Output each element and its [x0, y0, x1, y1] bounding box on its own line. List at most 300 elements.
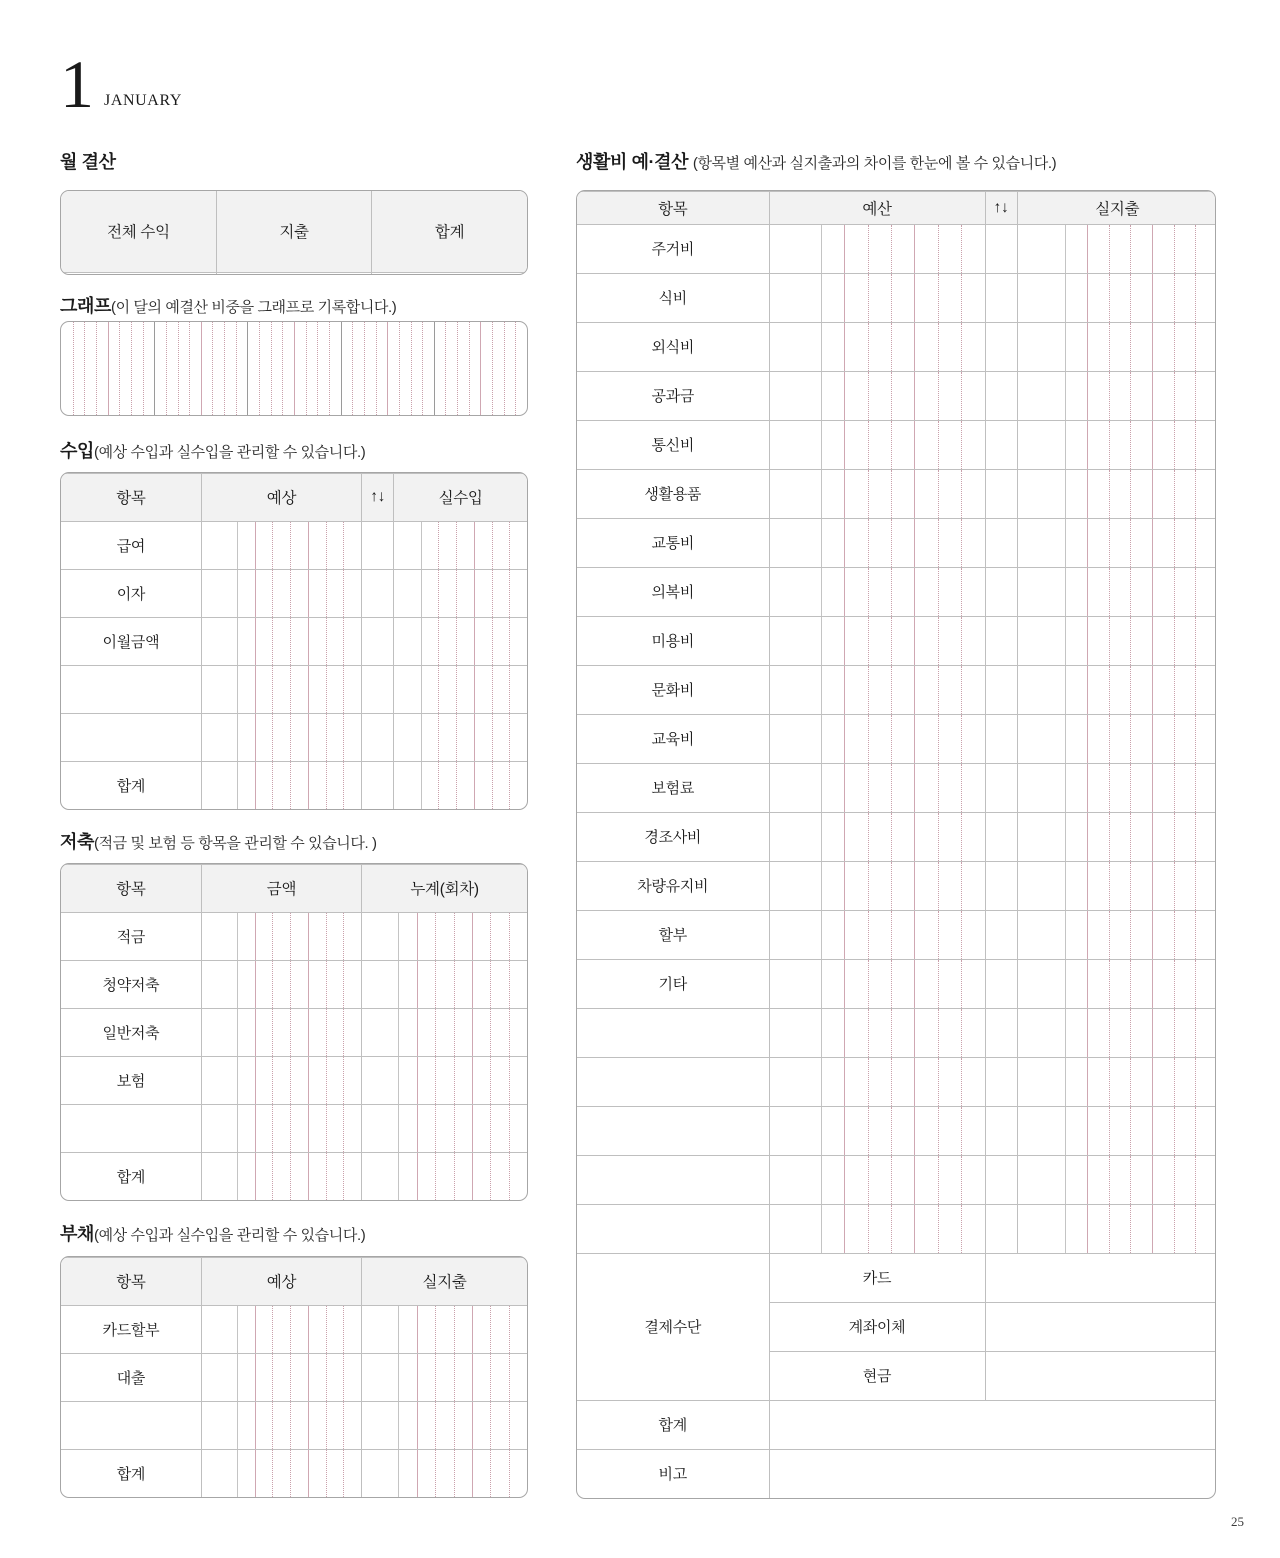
cell-actual-value[interactable]	[1017, 273, 1216, 322]
cell-value-b[interactable]	[362, 1401, 527, 1449]
cell-diff-value[interactable]	[362, 761, 394, 809]
digit-gridlines	[1018, 519, 1217, 567]
graph-gridline	[434, 322, 435, 415]
graph-gridline	[445, 322, 446, 415]
graph-gridline	[387, 322, 388, 415]
cell-item-label	[61, 1449, 201, 1497]
digit-gridlines	[770, 519, 985, 567]
cell-diff-value[interactable]	[985, 1106, 1017, 1155]
table-row	[577, 861, 1216, 910]
month-name: january	[104, 85, 182, 110]
cell-budget-value[interactable]	[769, 322, 985, 371]
cell-budget-value[interactable]	[769, 959, 985, 1008]
cell-budget-value[interactable]	[769, 469, 985, 518]
row-label: 교육비	[651, 731, 695, 748]
cell-item-label	[61, 1008, 201, 1056]
cell-budget-value[interactable]	[769, 665, 985, 714]
cell-diff-value[interactable]	[985, 763, 1017, 812]
living-expenses-table[interactable]	[576, 190, 1216, 1499]
cell-budget-value[interactable]	[769, 224, 985, 273]
cell-diff-value[interactable]	[985, 959, 1017, 1008]
cell-diff-value[interactable]	[985, 1155, 1017, 1204]
income-title-text: 수입	[60, 441, 94, 461]
cell-expense[interactable]	[216, 272, 371, 274]
col-sum: 합계	[372, 191, 527, 272]
cell-item-label	[577, 763, 769, 812]
cell-actual-value[interactable]	[1017, 812, 1216, 861]
cell-actual-value[interactable]	[1017, 518, 1216, 567]
graph-gridline	[364, 322, 365, 415]
graph-gridline	[143, 322, 144, 415]
graph-gridline	[178, 322, 179, 415]
table-header-row	[61, 474, 527, 522]
income-grid	[61, 473, 527, 809]
cell-actual-value[interactable]	[1017, 959, 1216, 1008]
cell-value-a[interactable]	[201, 1008, 361, 1056]
graph-gridline	[259, 322, 260, 415]
cell-actual-value[interactable]	[1017, 1155, 1216, 1204]
total-row	[577, 1400, 1216, 1449]
digit-gridlines	[202, 1009, 361, 1056]
cell-item-label	[61, 569, 201, 617]
graph-gridline	[306, 322, 307, 415]
cell-item-label	[577, 1057, 769, 1106]
cell-budget-value[interactable]	[769, 1057, 985, 1106]
debt-grid	[61, 1257, 527, 1497]
cell-actual-value[interactable]	[394, 569, 527, 617]
living-expenses-grid	[577, 191, 1216, 1498]
cell-payment-option-value[interactable]	[985, 1302, 1216, 1351]
cell-diff-value[interactable]	[985, 371, 1017, 420]
cell-item-label	[577, 1008, 769, 1057]
table-row	[61, 1401, 527, 1449]
cell-actual-value[interactable]	[1017, 714, 1216, 763]
cell-diff-value[interactable]	[985, 812, 1017, 861]
cell-value-b[interactable]	[362, 1056, 527, 1104]
col-item: 항목	[61, 1258, 201, 1306]
graph-gridline	[341, 322, 342, 415]
cell-actual-value[interactable]	[1017, 1204, 1216, 1253]
graph-gridline	[376, 322, 377, 415]
cell-budget-value[interactable]	[201, 521, 361, 569]
table-row	[61, 1152, 527, 1200]
cell-budget-value[interactable]	[769, 763, 985, 812]
digit-gridlines	[1018, 1205, 1217, 1253]
cell-item-label	[577, 420, 769, 469]
cell-payment-option-value[interactable]	[985, 1253, 1216, 1302]
table-header-row	[61, 865, 527, 913]
cell-diff-value[interactable]	[362, 665, 394, 713]
cell-budget-value[interactable]	[769, 812, 985, 861]
cell-actual-value[interactable]	[1017, 1008, 1216, 1057]
cell-payment-option-label	[769, 1351, 985, 1400]
row-label: 외식비	[651, 339, 695, 356]
cell-value-a[interactable]	[201, 1104, 361, 1152]
table-row	[61, 665, 527, 713]
cell-diff-value[interactable]	[985, 1204, 1017, 1253]
monthly-settlement-title-text: 월 결산	[60, 152, 116, 172]
cell-item-label	[577, 812, 769, 861]
cell-diff-value[interactable]	[985, 1057, 1017, 1106]
cell-actual-value[interactable]	[394, 761, 527, 809]
cell-actual-value[interactable]	[1017, 861, 1216, 910]
row-label: 카드할부	[102, 1321, 160, 1339]
graph-gridline	[131, 322, 132, 415]
cell-value-a[interactable]	[201, 1401, 361, 1449]
cell-value-b[interactable]	[362, 1305, 527, 1353]
income-table[interactable]	[60, 472, 528, 810]
cell-budget-value[interactable]	[769, 420, 985, 469]
col-item: 항목	[577, 192, 769, 225]
cell-budget-value[interactable]	[769, 910, 985, 959]
table-header-row	[61, 1258, 527, 1306]
cell-diff-value[interactable]	[362, 521, 394, 569]
cell-actual-value[interactable]	[1017, 371, 1216, 420]
cell-value-a[interactable]	[201, 960, 361, 1008]
digit-gridlines	[1018, 764, 1217, 812]
row-label: 식비	[658, 290, 687, 307]
row-label: 합계	[116, 1168, 146, 1186]
digit-gridlines	[770, 911, 985, 959]
cell-payment-option-value[interactable]	[985, 1351, 1216, 1400]
table-row	[61, 713, 527, 761]
cell-item-label	[577, 1155, 769, 1204]
living-expenses-title	[576, 148, 1056, 174]
digit-gridlines	[362, 1153, 527, 1201]
cell-budget-value[interactable]	[769, 1106, 985, 1155]
cell-value-a[interactable]	[201, 1353, 361, 1401]
digit-gridlines	[362, 1354, 527, 1401]
graph-gridline	[294, 322, 295, 415]
digit-gridlines	[1018, 274, 1217, 322]
digit-gridlines	[202, 1402, 361, 1449]
digit-gridlines	[770, 1058, 985, 1106]
cell-actual-value[interactable]	[1017, 616, 1216, 665]
digit-gridlines	[202, 1057, 361, 1104]
table-row	[577, 224, 1216, 273]
cell-diff-value[interactable]	[362, 713, 394, 761]
digit-gridlines	[362, 1306, 527, 1353]
digit-gridlines	[770, 225, 985, 273]
cell-item-label	[577, 469, 769, 518]
cell-budget-value[interactable]	[201, 617, 361, 665]
cell-value-b[interactable]	[362, 1353, 527, 1401]
cell-budget-value[interactable]	[769, 371, 985, 420]
cell-actual-value[interactable]	[1017, 224, 1216, 273]
cell-actual-value[interactable]	[1017, 420, 1216, 469]
cell-actual-value[interactable]	[394, 521, 527, 569]
digit-gridlines	[1018, 666, 1217, 714]
graph-gridline	[96, 322, 97, 415]
digit-gridlines	[394, 762, 527, 810]
row-label: 주거비	[651, 241, 695, 258]
cell-budget-value[interactable]	[769, 567, 985, 616]
cell-diff-value[interactable]	[985, 420, 1017, 469]
living-expenses-subtitle: (항목별 예산과 실지출과의 차이를 한눈에 볼 수 있습니다.)	[692, 155, 1057, 172]
cell-item-label	[61, 960, 201, 1008]
cell-item-label	[577, 959, 769, 1008]
col-budget: 예산	[769, 192, 985, 225]
cell-item-label	[577, 567, 769, 616]
cell-budget-value[interactable]	[769, 1008, 985, 1057]
digit-gridlines	[770, 1009, 985, 1057]
month-number: 1	[60, 46, 94, 122]
table-row	[577, 1155, 1216, 1204]
cell-total-label	[577, 1400, 769, 1449]
row-label: 계좌이체	[848, 1319, 906, 1336]
cell-budget-value[interactable]	[769, 518, 985, 567]
table-row	[577, 665, 1216, 714]
cell-sum[interactable]	[372, 272, 527, 274]
col-diff-arrows: ↑↓	[362, 474, 394, 522]
cell-actual-value[interactable]	[394, 665, 527, 713]
cell-value-a[interactable]	[201, 1449, 361, 1497]
digit-gridlines	[202, 666, 361, 713]
cell-item-label	[577, 1204, 769, 1253]
table-header-row	[577, 192, 1216, 225]
cell-diff-value[interactable]	[985, 714, 1017, 763]
cell-diff-value[interactable]	[985, 518, 1017, 567]
cell-value-a[interactable]	[201, 912, 361, 960]
digit-gridlines	[1018, 421, 1217, 469]
cell-budget-value[interactable]	[769, 1204, 985, 1253]
col-value-b: 누계(회차)	[362, 865, 527, 913]
cell-total-income[interactable]	[61, 272, 216, 274]
graph-gridline	[247, 322, 248, 415]
digit-gridlines	[362, 913, 527, 960]
page-number: 25	[1231, 1514, 1244, 1529]
cell-item-label	[61, 1104, 201, 1152]
table-row	[61, 272, 527, 274]
cell-budget-value[interactable]	[769, 616, 985, 665]
digit-gridlines	[770, 470, 985, 518]
cell-diff-value[interactable]	[985, 224, 1017, 273]
cell-value-b[interactable]	[362, 960, 527, 1008]
digit-gridlines	[1018, 568, 1217, 616]
cell-actual-value[interactable]	[1017, 665, 1216, 714]
row-label: 의복비	[651, 584, 695, 601]
digit-gridlines	[1018, 470, 1217, 518]
digit-gridlines	[1018, 862, 1217, 910]
digit-gridlines	[1018, 1156, 1217, 1204]
table-row	[577, 1057, 1216, 1106]
income-subtitle: (예상 수입과 실수입을 관리할 수 있습니다.)	[93, 444, 366, 461]
cell-note-value[interactable]	[769, 1449, 1216, 1498]
table-row	[61, 617, 527, 665]
table-row	[577, 469, 1216, 518]
cell-value-b[interactable]	[362, 1104, 527, 1152]
graph-gridline	[352, 322, 353, 415]
digit-gridlines	[394, 522, 527, 569]
cell-actual-value[interactable]	[1017, 567, 1216, 616]
graph-gridline	[469, 322, 470, 415]
graph-gridlines	[61, 322, 527, 415]
savings-title	[60, 828, 377, 854]
row-label: 적금	[116, 928, 146, 946]
cell-item-label	[61, 617, 201, 665]
cell-item-label	[61, 1401, 201, 1449]
cell-diff-value[interactable]	[985, 322, 1017, 371]
graph-title	[60, 292, 396, 318]
table-row	[577, 1106, 1216, 1155]
cell-actual-value[interactable]	[1017, 1106, 1216, 1155]
cell-item-label	[577, 714, 769, 763]
col-value-a: 금액	[201, 865, 361, 913]
col-budget: 예상	[201, 474, 361, 522]
row-label: 경조사비	[644, 829, 702, 846]
table-row	[577, 1204, 1216, 1253]
table-row	[61, 569, 527, 617]
digit-gridlines	[202, 618, 361, 665]
cell-actual-value[interactable]	[1017, 322, 1216, 371]
table-header-row	[61, 191, 527, 272]
cell-actual-value[interactable]	[1017, 1057, 1216, 1106]
table-row	[577, 1008, 1216, 1057]
table-row	[61, 912, 527, 960]
cell-diff-value[interactable]	[362, 569, 394, 617]
digit-gridlines	[1018, 1058, 1217, 1106]
col-total-income: 전체 수익	[61, 191, 216, 272]
digit-gridlines	[362, 1450, 527, 1498]
digit-gridlines	[202, 1306, 361, 1353]
cell-diff-value[interactable]	[985, 469, 1017, 518]
row-label: 교통비	[651, 535, 695, 552]
cell-actual-value[interactable]	[1017, 763, 1216, 812]
cell-diff-value[interactable]	[985, 665, 1017, 714]
digit-gridlines	[1018, 960, 1217, 1008]
cell-budget-value[interactable]	[769, 714, 985, 763]
graph-subtitle: (이 달의 예결산 비중을 그래프로 기록합니다.)	[110, 299, 397, 316]
table-row	[577, 714, 1216, 763]
row-label: 일반저축	[102, 1024, 160, 1042]
row-label: 현금	[862, 1368, 892, 1385]
cell-budget-value[interactable]	[201, 569, 361, 617]
cell-item-label	[577, 322, 769, 371]
graph-gridline	[411, 322, 412, 415]
cell-budget-value[interactable]	[201, 665, 361, 713]
cell-value-b[interactable]	[362, 1152, 527, 1200]
cell-budget-value[interactable]	[769, 861, 985, 910]
cell-value-a[interactable]	[201, 1152, 361, 1200]
cell-value-a[interactable]	[201, 1056, 361, 1104]
cell-diff-value[interactable]	[985, 616, 1017, 665]
cell-diff-value[interactable]	[985, 567, 1017, 616]
graph-gridline	[317, 322, 318, 415]
cell-value-a[interactable]	[201, 1305, 361, 1353]
graph-gridline	[515, 322, 516, 415]
digit-gridlines	[362, 1402, 527, 1449]
cell-actual-value[interactable]	[1017, 469, 1216, 518]
month-heading	[60, 46, 182, 122]
cell-diff-value[interactable]	[985, 273, 1017, 322]
cell-diff-value[interactable]	[985, 861, 1017, 910]
cell-actual-value[interactable]	[394, 617, 527, 665]
cell-budget-value[interactable]	[201, 761, 361, 809]
cell-total-value[interactable]	[769, 1400, 1216, 1449]
cell-budget-value[interactable]	[769, 1155, 985, 1204]
digit-gridlines	[770, 764, 985, 812]
digit-gridlines	[770, 1107, 985, 1155]
monthly-settlement-table[interactable]	[60, 190, 528, 275]
digit-gridlines	[770, 1156, 985, 1204]
cell-actual-value[interactable]	[394, 713, 527, 761]
cell-budget-value[interactable]	[769, 273, 985, 322]
row-label: 이자	[116, 585, 146, 603]
row-label: 합계	[658, 1417, 687, 1434]
row-label: 기타	[658, 976, 687, 993]
debt-table[interactable]	[60, 1256, 528, 1498]
row-label: 청약저축	[102, 976, 160, 994]
digit-gridlines	[1018, 1009, 1217, 1057]
graph-gridline	[212, 322, 213, 415]
digit-gridlines	[202, 1450, 361, 1498]
digit-gridlines	[362, 961, 527, 1008]
graph-gridline	[119, 322, 120, 415]
graph-gridline	[399, 322, 400, 415]
cell-item-label	[61, 1305, 201, 1353]
savings-subtitle: (적금 및 보험 등 항목을 관리할 수 있습니다. )	[93, 835, 377, 852]
table-row	[577, 371, 1216, 420]
graph-gridline	[236, 322, 237, 415]
digit-gridlines	[770, 323, 985, 371]
savings-table[interactable]	[60, 863, 528, 1201]
cell-value-b[interactable]	[362, 1008, 527, 1056]
savings-title-text: 저축	[60, 832, 94, 852]
row-label: 급여	[116, 537, 146, 555]
cell-diff-value[interactable]	[985, 1008, 1017, 1057]
cell-diff-value[interactable]	[985, 910, 1017, 959]
digit-gridlines	[202, 570, 361, 617]
col-value-a: 예상	[201, 1258, 361, 1306]
cell-item-label	[61, 1056, 201, 1104]
row-label: 생활용품	[644, 486, 702, 503]
col-value-b: 실지출	[362, 1258, 527, 1306]
col-actual: 실수입	[394, 474, 527, 522]
digit-gridlines	[770, 617, 985, 665]
graph-gridline	[154, 322, 155, 415]
table-row	[577, 616, 1216, 665]
cell-item-label	[577, 371, 769, 420]
cell-diff-value[interactable]	[362, 617, 394, 665]
digit-gridlines	[202, 961, 361, 1008]
digit-gridlines	[770, 715, 985, 763]
graph-gridline	[189, 322, 190, 415]
cell-actual-value[interactable]	[1017, 910, 1216, 959]
digit-gridlines	[770, 568, 985, 616]
cell-item-label	[577, 616, 769, 665]
digit-gridlines	[1018, 911, 1217, 959]
table-row	[61, 1056, 527, 1104]
cell-budget-value[interactable]	[201, 713, 361, 761]
cell-value-b[interactable]	[362, 1449, 527, 1497]
graph-gridline	[201, 322, 202, 415]
row-label: 문화비	[651, 682, 695, 699]
graph-gridline	[166, 322, 167, 415]
graph-area[interactable]	[60, 321, 528, 416]
table-row	[577, 273, 1216, 322]
cell-value-b[interactable]	[362, 912, 527, 960]
table-row	[577, 812, 1216, 861]
digit-gridlines	[202, 762, 361, 810]
graph-gridline	[271, 322, 272, 415]
row-label: 공과금	[651, 388, 695, 405]
table-row	[577, 420, 1216, 469]
graph-gridline	[108, 322, 109, 415]
digit-gridlines	[394, 666, 527, 713]
col-item: 항목	[61, 865, 201, 913]
digit-gridlines	[770, 1205, 985, 1253]
digit-gridlines	[362, 1009, 527, 1056]
